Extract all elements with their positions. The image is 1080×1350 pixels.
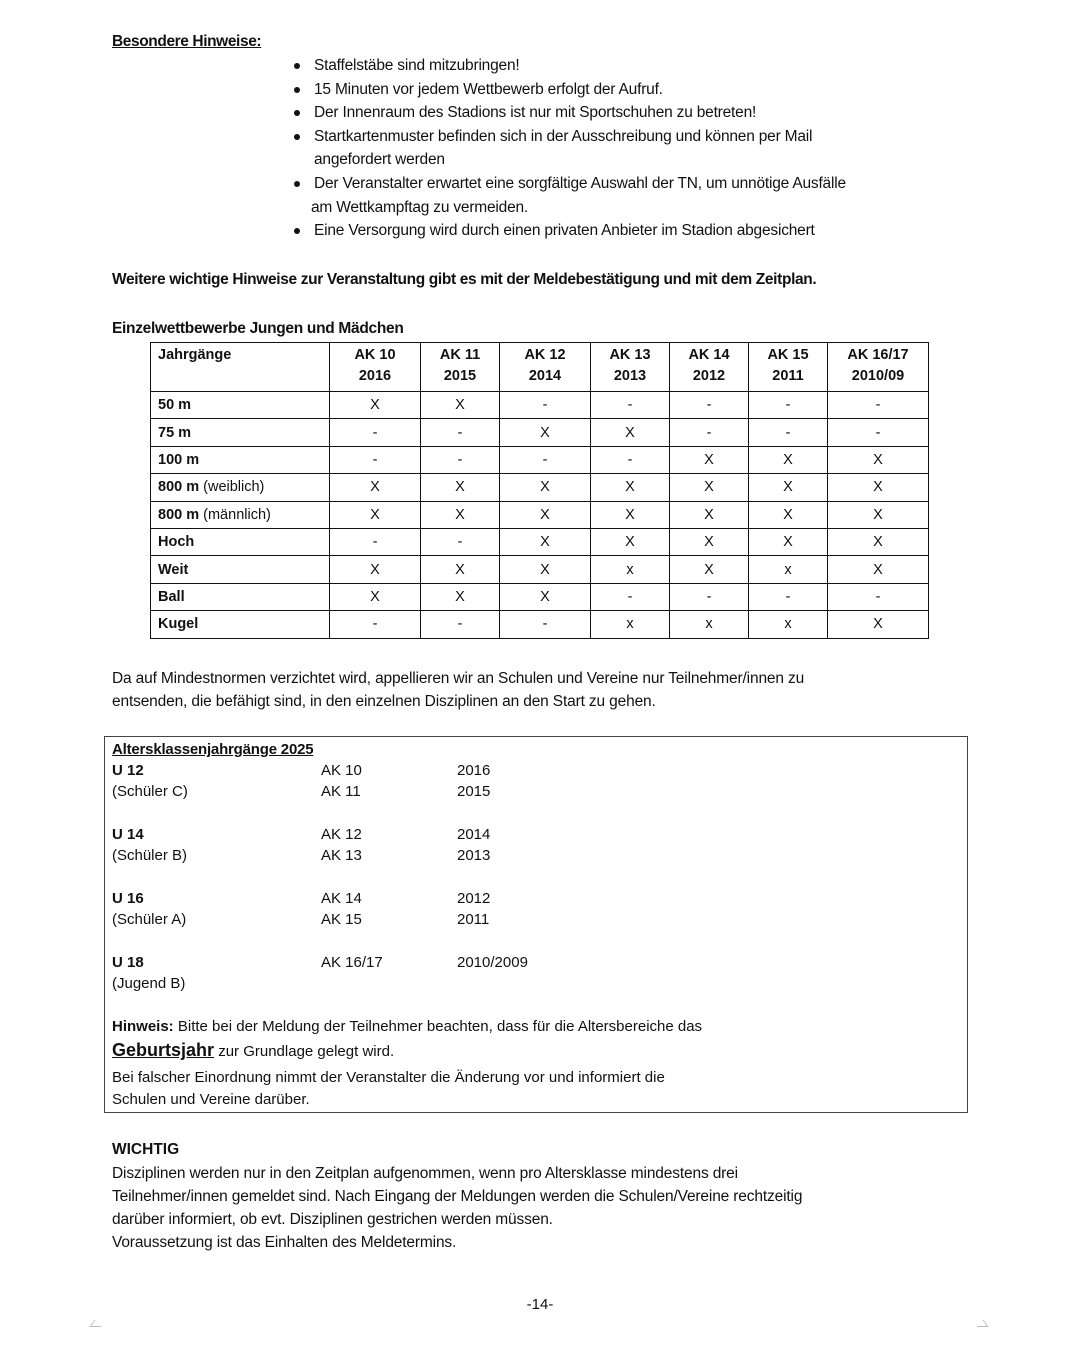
important-paragraph: Disziplinen werden nur in den Zeitplan aufgenommen, wenn pro Altersklasse mindestens drei Teilnehmer/innen gemeldet sind. Nach Eingang der Meldungen werden die Schulen/Vereine rechtzeitig darüber informiert, ob evt. Disziplinen gestrichen werden müssen. Voraussetzung ist das Einhalten des Meldetermins. <box>112 1165 803 1251</box>
table-cell: - <box>828 419 929 446</box>
age-group-u: U 18 <box>112 954 144 971</box>
bullet-icon <box>294 63 300 69</box>
table-cell: X <box>421 556 500 583</box>
table-cell: - <box>670 392 749 419</box>
table-cell: - <box>828 392 929 419</box>
age-group-y2: 2015 <box>457 783 491 800</box>
geburtsjahr-emphasis: Geburtsjahr <box>112 1040 215 1060</box>
age-group-ak2: AK 13 <box>321 847 362 864</box>
table-cell: - <box>591 583 670 610</box>
age-group-u: U 14 <box>112 826 144 843</box>
table-cell: - <box>500 611 591 638</box>
table-row <box>151 501 929 528</box>
bullet-icon <box>294 134 300 140</box>
table-cell: X <box>421 583 500 610</box>
age-group-ak1: AK 16/17 <box>321 954 383 971</box>
table-cell: X <box>500 528 591 555</box>
table-cell: X <box>749 501 828 528</box>
age-group-sub: (Schüler C) <box>112 783 188 800</box>
age-group-u: U 12 <box>112 762 144 779</box>
age-group-sub: (Jugend B) <box>112 975 186 992</box>
table-cell: X <box>828 611 929 638</box>
age-group-y1: 2010/2009 <box>457 954 528 971</box>
header-column: AK 10 2016 <box>330 343 421 392</box>
age-group-y2: 2011 <box>457 911 490 928</box>
table-row <box>151 528 929 555</box>
table-cell: - <box>330 528 421 555</box>
age-group-ak1: AK 10 <box>321 762 362 779</box>
age-group-y1: 2012 <box>457 890 491 907</box>
table-cell: - <box>500 392 591 419</box>
table-cell: X <box>330 392 421 419</box>
table-row <box>151 392 929 419</box>
discipline-label: Hoch <box>151 528 330 555</box>
age-classes-box <box>104 736 968 1113</box>
table-cell: X <box>670 501 749 528</box>
table-cell: x <box>749 611 828 638</box>
header-column: AK 13 2013 <box>591 343 670 392</box>
table-cell: X <box>591 501 670 528</box>
list-item: Staffelstäbe sind mitzubringen! <box>292 54 846 78</box>
age-group-ak2: AK 11 <box>321 783 361 800</box>
table-cell: - <box>591 392 670 419</box>
age-group-sub: (Schüler B) <box>112 847 188 864</box>
table-cell: X <box>421 501 500 528</box>
list-item: Startkartenmuster befinden sich in der Ausschreibung und können per Mail angefordert werden <box>292 125 846 172</box>
discipline-label: 100 m <box>151 446 330 473</box>
bullet-icon <box>294 181 300 187</box>
table-cell: - <box>749 419 828 446</box>
page-number: -14- <box>526 1296 554 1313</box>
list-item: 15 Minuten vor jedem Wettbewerb erfolgt der Aufruf. <box>292 78 846 102</box>
margin-corner-mark-left <box>90 1320 106 1327</box>
important-heading: WICHTIG <box>112 1141 180 1158</box>
table-cell: X <box>591 419 670 446</box>
discipline-label: Ball <box>151 583 330 610</box>
table-cell: X <box>828 556 929 583</box>
table-cell: X <box>330 583 421 610</box>
special-notes-list <box>292 54 846 243</box>
table-cell: x <box>670 611 749 638</box>
header-jahrgaenge: Jahrgänge <box>151 343 330 392</box>
age-group-y2: 2013 <box>457 847 491 864</box>
table-cell: - <box>421 419 500 446</box>
list-item: Der Innenraum des Stadions ist nur mit Sportschuhen zu betreten! <box>292 101 846 125</box>
table-cell: - <box>670 419 749 446</box>
table-row <box>151 419 929 446</box>
table-row <box>151 446 929 473</box>
bullet-icon <box>294 87 300 93</box>
table-cell: x <box>749 556 828 583</box>
discipline-label: 50 m <box>151 392 330 419</box>
table-cell: X <box>330 501 421 528</box>
table-cell: X <box>591 474 670 501</box>
discipline-label: 75 m <box>151 419 330 446</box>
table-cell: - <box>749 583 828 610</box>
header-column: AK 11 2015 <box>421 343 500 392</box>
table-cell: - <box>828 583 929 610</box>
header-column: AK 16/17 2010/09 <box>828 343 929 392</box>
table-cell: X <box>591 528 670 555</box>
table-cell: X <box>749 474 828 501</box>
age-group-ak2: AK 15 <box>321 911 362 928</box>
age-group-ak1: AK 12 <box>321 826 362 843</box>
table-cell: X <box>828 501 929 528</box>
age-group-sub: (Schüler A) <box>112 911 187 928</box>
special-notes-heading: Besondere Hinweise: <box>112 33 262 50</box>
table-cell: - <box>421 446 500 473</box>
discipline-label: Weit <box>151 556 330 583</box>
bullet-icon <box>294 110 300 116</box>
table-cell: - <box>330 611 421 638</box>
age-note-line4: Schulen und Vereine darüber. <box>112 1091 310 1108</box>
table-cell: X <box>421 392 500 419</box>
table-cell: X <box>670 446 749 473</box>
table-cell: X <box>500 419 591 446</box>
table-cell: X <box>500 474 591 501</box>
table-cell: - <box>330 446 421 473</box>
table-cell: X <box>670 528 749 555</box>
table-header-row <box>151 343 929 392</box>
table-cell: X <box>500 501 591 528</box>
table-cell: X <box>500 556 591 583</box>
table-cell: X <box>828 446 929 473</box>
disciplines-title: Einzelwettbewerbe Jungen und Mädchen <box>112 320 404 337</box>
table-cell: - <box>500 446 591 473</box>
table-cell: - <box>591 446 670 473</box>
table-cell: - <box>749 392 828 419</box>
age-group-ak1: AK 14 <box>321 890 362 907</box>
discipline-label: 800 m (weiblich) <box>151 474 330 501</box>
bullet-icon <box>294 228 300 234</box>
margin-corner-mark-right <box>973 1320 989 1327</box>
table-row <box>151 583 929 610</box>
list-item: Eine Versorgung wird durch einen privaten Anbieter im Stadion abgesichert <box>292 219 846 243</box>
table-cell: - <box>421 528 500 555</box>
table-cell: X <box>749 446 828 473</box>
table-cell: - <box>421 611 500 638</box>
table-cell: X <box>749 528 828 555</box>
header-column: AK 15 2011 <box>749 343 828 392</box>
disciplines-table-body <box>151 392 929 639</box>
age-note-line1: Hinweis: Bitte bei der Meldung der Teilnehmer beachten, dass für die Altersbereiche das <box>112 1018 703 1035</box>
table-cell: X <box>330 474 421 501</box>
age-group-y1: 2016 <box>457 762 491 779</box>
age-note-line3: Bei falscher Einordnung nimmt der Veranstalter die Änderung vor und informiert die <box>112 1069 665 1086</box>
age-note-line2: Geburtsjahr zur Grundlage gelegt wird. <box>112 1040 395 1060</box>
table-row <box>151 556 929 583</box>
table-cell: X <box>421 474 500 501</box>
table-cell: X <box>670 474 749 501</box>
table-cell: X <box>670 556 749 583</box>
disciplines-table <box>150 342 929 639</box>
header-column: AK 14 2012 <box>670 343 749 392</box>
discipline-label: Kugel <box>151 611 330 638</box>
table-cell: X <box>330 556 421 583</box>
table-cell: X <box>500 583 591 610</box>
age-group-y1: 2014 <box>457 826 491 843</box>
table-cell: - <box>330 419 421 446</box>
table-row <box>151 474 929 501</box>
table-cell: X <box>828 528 929 555</box>
age-group-u: U 16 <box>112 890 144 907</box>
table-cell: x <box>591 556 670 583</box>
further-notes: Weitere wichtige Hinweise zur Veranstaltung gibt es mit der Meldebestätigung und mit dem Zeitplan. <box>112 271 817 288</box>
header-column: AK 12 2014 <box>500 343 591 392</box>
table-cell: X <box>828 474 929 501</box>
list-item: Der Veranstalter erwartet eine sorgfältige Auswahl der TN, um unnötige Ausfälle am Wettkampftag zu vermeiden. <box>292 172 846 219</box>
table-row <box>151 611 929 638</box>
age-classes-title: Altersklassenjahrgänge 2025 <box>112 741 314 758</box>
table-cell: x <box>591 611 670 638</box>
discipline-label: 800 m (männlich) <box>151 501 330 528</box>
table-cell: - <box>670 583 749 610</box>
appeal-paragraph: Da auf Mindestnormen verzichtet wird, appellieren wir an Schulen und Vereine nur Teilnehmer/innen zu entsenden, die befähigt sind, in den einzelnen Disziplinen an den Start zu gehen. <box>112 670 805 710</box>
